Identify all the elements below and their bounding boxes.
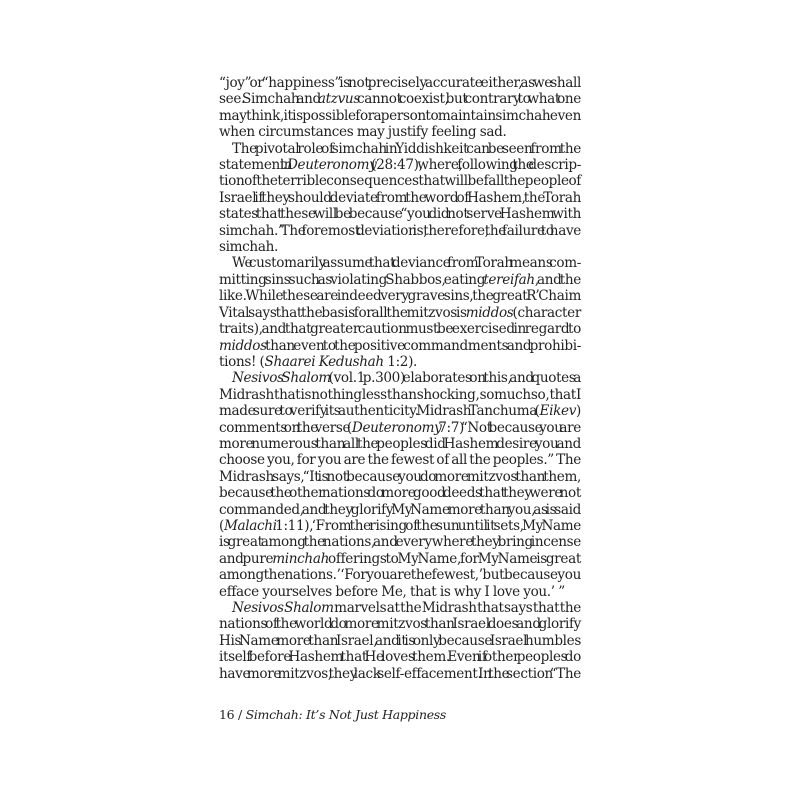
text-line xyxy=(219,469,581,485)
text-line xyxy=(219,354,581,370)
text-line xyxy=(219,206,581,222)
text-line xyxy=(219,387,581,403)
text-line xyxy=(219,551,581,567)
italic-text: Eikev xyxy=(539,403,577,420)
text-run: is great among the nations, and everywhere they bring incense xyxy=(219,534,581,551)
italic-text: Shaarei Kedushah xyxy=(264,353,384,370)
text-run: and pure xyxy=(219,550,273,567)
italic-text: Malachi xyxy=(223,517,277,534)
text-line xyxy=(219,108,581,124)
text-line xyxy=(219,91,581,107)
italic-text: Deuteronomy xyxy=(351,419,442,436)
text-line xyxy=(219,141,581,157)
text-run: made sure to verify its authenticity. Midrash Tanchuma ( xyxy=(219,403,540,420)
text-run: mitting sins such as violating Shabbos, eating xyxy=(219,271,484,288)
text-run: have more mitzvos, they lack self-effacement. In the section “The xyxy=(219,665,581,682)
text-run: “joy” or “happiness” is not precisely accurate either, as we shall xyxy=(219,75,581,91)
text-run: because the other nations do more good deeds that they were not xyxy=(219,485,581,502)
running-title: Simchah: It’s Not Just Happiness xyxy=(245,707,447,722)
italic-text: Nesivos Shalom xyxy=(232,600,334,616)
text-run: nations of the world do more mitzvos than Israel does and glorify xyxy=(219,616,581,633)
text-line xyxy=(219,288,581,304)
paragraph xyxy=(219,141,581,256)
text-line xyxy=(219,173,581,189)
text-run: 1:11), ‘From the rising of the sun until it sets, My Name xyxy=(276,517,581,534)
page-number: 16 xyxy=(219,707,235,722)
italic-text: tereifah xyxy=(483,271,535,288)
text-run: cannot coexist, but contrary to what one xyxy=(359,91,582,108)
text-run: ( xyxy=(219,517,224,534)
text-line xyxy=(219,633,581,649)
text-line xyxy=(219,584,581,600)
italic-text: atzvus xyxy=(317,91,360,108)
text-line xyxy=(219,124,581,140)
text-run: states that these will be because “you did not serve Hashem with xyxy=(219,206,581,223)
text-run: commanded, and they glorify My Name more than you, as is said xyxy=(219,501,581,518)
text-run: His Name more than Israel, and it is only because Israel humbles xyxy=(219,632,581,649)
text-run: itself before Hashem that He loves them. Even if other peoples do xyxy=(219,649,581,666)
text-run: when circumstances may justify feeling sad. xyxy=(219,124,507,141)
footer-separator: / xyxy=(234,707,246,722)
text-run: Israel if they should deviate from the word of Hashem, the Torah xyxy=(219,189,581,206)
text-run: statement in xyxy=(219,157,287,174)
text-line xyxy=(219,223,581,239)
text-run: tions! ( xyxy=(219,353,265,370)
text-line xyxy=(219,502,581,518)
text-run: Midrash that is nothing less than shocking, so much so, that I xyxy=(219,386,581,403)
text-run: comments on the verse ( xyxy=(219,419,352,436)
text-line xyxy=(219,338,581,354)
text-run: Midrash says, “It is not because you do more mitzvos than them, xyxy=(219,468,581,485)
text-line xyxy=(219,616,581,632)
text-run: simchah. xyxy=(219,239,278,256)
text-line xyxy=(219,420,581,436)
text-line xyxy=(219,403,581,419)
text-run: than even to the positive commandments and prohibi- xyxy=(266,337,581,354)
text-run: efface yourselves before Me, that is why I love you.’ ” xyxy=(219,583,565,600)
text-line xyxy=(219,666,581,682)
text-run: tion of the terrible consequences that will befall the people of xyxy=(219,173,581,190)
text-run: offerings to My Name, for My Name is great xyxy=(329,550,581,567)
text-run: traits), and that greater caution must be exercised in regard to xyxy=(219,321,581,338)
text-line xyxy=(219,272,581,288)
text-line xyxy=(219,518,581,534)
text-run: 1:2). xyxy=(383,353,418,370)
paragraph xyxy=(219,255,581,370)
text-line xyxy=(219,157,581,173)
text-run: simchah.” The foremost deviation is, therefore, the failure to have xyxy=(219,222,581,239)
text-run: choose you, for you are the fewest of all the peoples.” The xyxy=(219,452,581,469)
text-line xyxy=(219,75,581,91)
text-run: , and the xyxy=(534,271,581,288)
text-run: (vol.1 p.300) elaborates on this, and quotes a xyxy=(330,370,581,387)
text-line xyxy=(219,239,581,255)
text-line xyxy=(219,370,581,386)
text-run: may think, it is possible for a person to maintain simchah even xyxy=(219,107,581,124)
paragraph xyxy=(219,75,581,141)
text-line xyxy=(219,190,581,206)
text-run: Vital says that the basis for all the mitzvos is xyxy=(219,304,466,321)
text-run: 7:7) “Not because you are xyxy=(441,419,581,436)
text-line xyxy=(219,436,581,452)
italic-text: middos xyxy=(219,337,267,354)
text-line xyxy=(219,305,581,321)
text-run: (28:47), where, following the descrip- xyxy=(376,157,581,174)
text-run: see. Simchah and xyxy=(219,91,318,108)
text-line xyxy=(219,255,581,271)
text-line xyxy=(219,321,581,337)
text-line xyxy=(219,534,581,550)
page-footer xyxy=(219,707,446,722)
text-run: marvels at the Midrash that says that the xyxy=(333,600,581,616)
italic-text: Nesivos Shalom xyxy=(232,370,331,387)
text-line xyxy=(219,567,581,583)
italic-text: Deuteronomy xyxy=(286,157,377,174)
text-run: like. While these are indeed very grave sins, the great R’ Chaim xyxy=(219,288,581,305)
page-body xyxy=(219,75,581,682)
text-run: The pivotal role of simchah in Yiddishkeit can be seen from the xyxy=(232,140,581,157)
paragraph xyxy=(219,600,581,682)
italic-text: middos xyxy=(465,304,514,321)
paragraph xyxy=(219,370,581,600)
text-line xyxy=(219,485,581,501)
text-run: ) xyxy=(576,403,581,420)
text-line xyxy=(219,600,581,616)
text-run: among the nations.’ ‘For you are the fewest,’ but because you xyxy=(219,567,581,584)
text-run: (character xyxy=(513,304,581,321)
text-run: We customarily assume that deviance from Torah means com- xyxy=(232,255,581,272)
text-line xyxy=(219,452,581,468)
text-line xyxy=(219,649,581,665)
text-run: more numerous than all the peoples did Hashem desire you and xyxy=(219,435,581,452)
italic-text: minchah xyxy=(272,550,329,567)
